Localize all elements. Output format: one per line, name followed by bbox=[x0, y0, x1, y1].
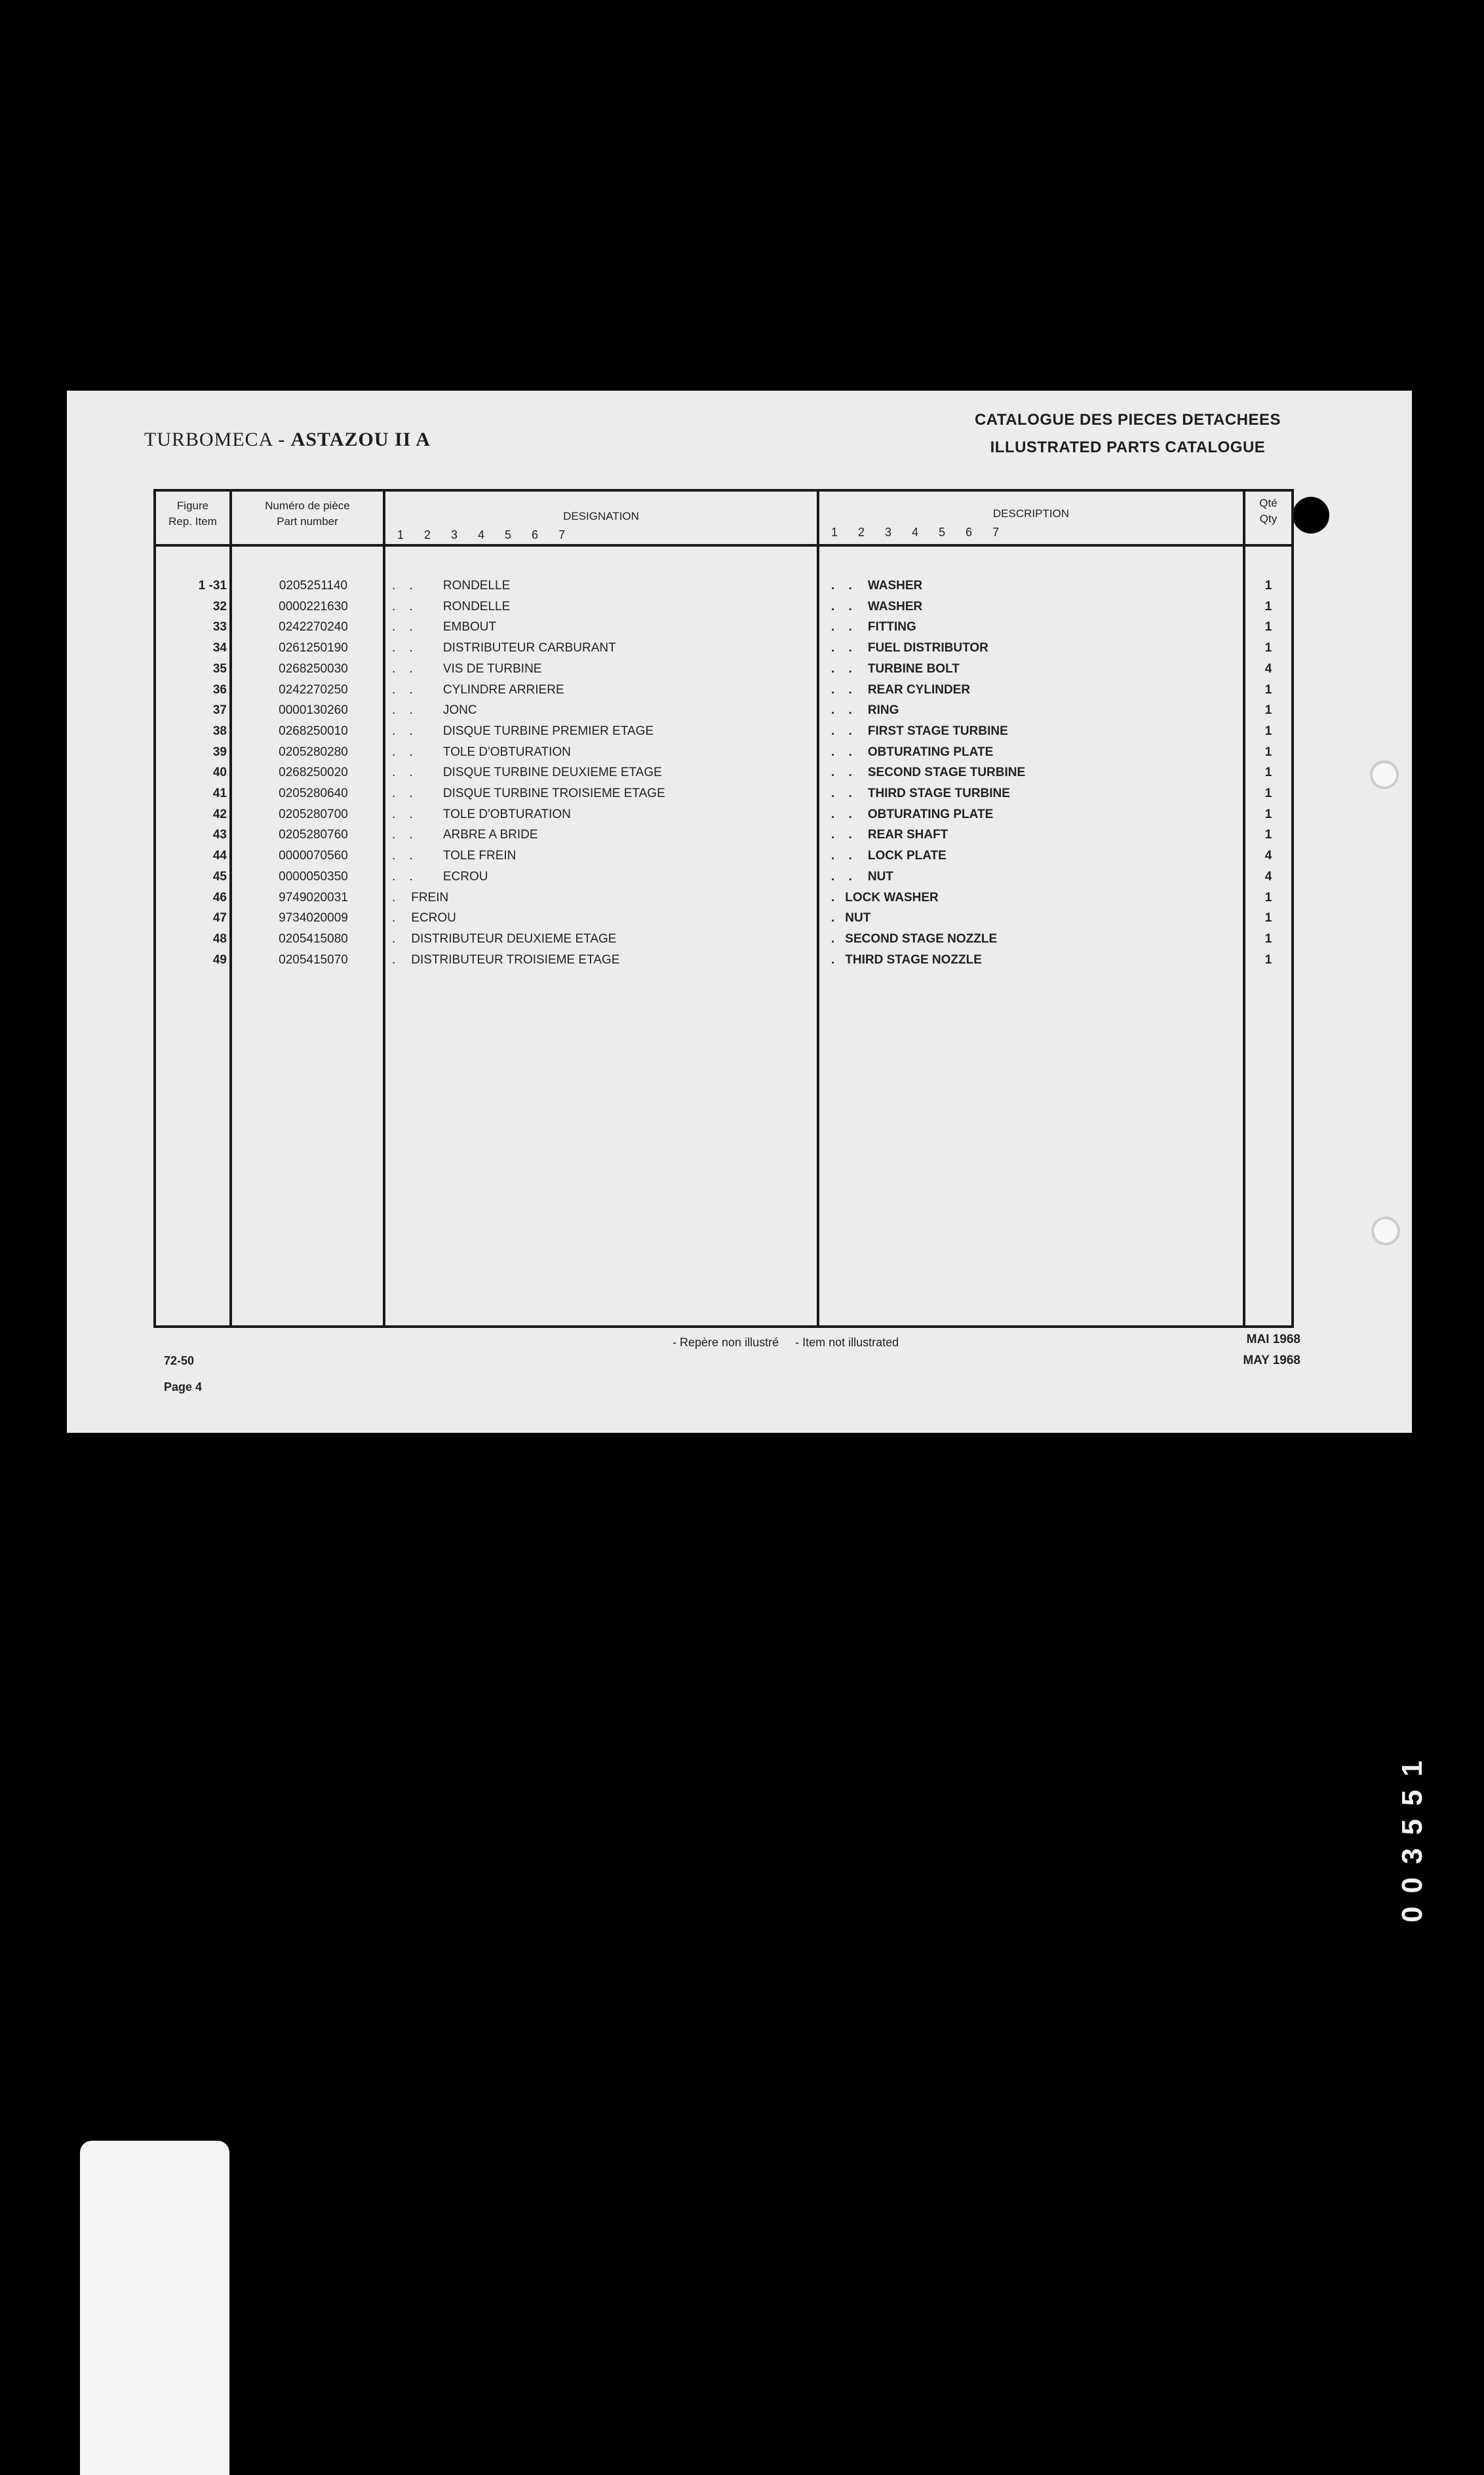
designation-text: DISTRIBUTEUR DEUXIEME ETAGE bbox=[411, 931, 617, 946]
designation-text: FREIN bbox=[411, 890, 449, 905]
figure-item-number: 34 bbox=[212, 641, 227, 655]
designation-cell bbox=[392, 804, 571, 825]
description-indent-dots: . bbox=[831, 911, 840, 926]
designation-text: DISTRIBUTEUR TROISIEME ETAGE bbox=[411, 952, 620, 967]
designation-cell bbox=[392, 825, 538, 846]
designation-indent-levels: 1 2 3 4 5 6 7 bbox=[397, 528, 574, 541]
designation-cell bbox=[392, 638, 616, 659]
designation-cell bbox=[392, 783, 665, 804]
quantity: 1 bbox=[1264, 787, 1272, 800]
figure-item-number: 32 bbox=[212, 599, 227, 614]
description-text: LOCK WASHER bbox=[845, 890, 939, 905]
table-row bbox=[156, 825, 1291, 846]
catalogue-title-fr: CATALOGUE DES PIECES DETACHEES bbox=[974, 411, 1281, 429]
figure-item-number: 35 bbox=[212, 661, 227, 676]
description-cell bbox=[831, 783, 1010, 804]
description-text: RING bbox=[867, 703, 899, 718]
table-row bbox=[156, 929, 1291, 950]
designation-cell bbox=[392, 617, 496, 638]
qty-header-line2: Qty bbox=[1259, 513, 1278, 525]
legend-note bbox=[673, 1336, 899, 1350]
description-cell bbox=[831, 846, 947, 867]
designation-text: TOLE D'OBTURATION bbox=[442, 745, 571, 759]
legend-note-en: - Item not illustrated bbox=[795, 1336, 899, 1349]
description-text: FIRST STAGE TURBINE bbox=[867, 724, 1008, 738]
description-indent-dots: . . bbox=[831, 620, 857, 634]
quantity: 1 bbox=[1264, 931, 1272, 946]
table-row bbox=[156, 575, 1291, 596]
description-cell bbox=[831, 825, 948, 846]
engine-model: ASTAZOU II A bbox=[290, 429, 431, 450]
table-row bbox=[156, 867, 1291, 887]
figure-column-header bbox=[156, 498, 229, 530]
designation-text: DISQUE TURBINE DEUXIEME ETAGE bbox=[442, 766, 662, 780]
figure-header-line2: Rep. Item bbox=[168, 515, 217, 528]
part-number: 0242270240 bbox=[279, 620, 348, 634]
quantity: 1 bbox=[1264, 641, 1272, 655]
table-row bbox=[156, 742, 1291, 763]
figure-item-number: 42 bbox=[212, 807, 227, 821]
quantity: 1 bbox=[1264, 620, 1272, 634]
catalogue-title-en: ILLUSTRATED PARTS CATALOGUE bbox=[990, 438, 1266, 456]
designation-indent-dots: . . bbox=[392, 599, 418, 614]
designation-indent-dots: . . bbox=[392, 703, 418, 718]
part-number: 0242270250 bbox=[279, 682, 348, 697]
designation-column-header: DESIGNATION bbox=[563, 510, 639, 522]
quantity: 1 bbox=[1264, 703, 1272, 718]
table-row bbox=[156, 762, 1291, 783]
designation-cell bbox=[392, 929, 616, 950]
designation-text: DISQUE TURBINE TROISIEME ETAGE bbox=[442, 787, 665, 800]
page-reference bbox=[164, 1348, 202, 1400]
quantity: 1 bbox=[1264, 682, 1272, 697]
part-header-line2: Part number bbox=[277, 515, 338, 528]
description-cell bbox=[831, 867, 893, 887]
binder-hole bbox=[1370, 760, 1399, 789]
designation-text: DISTRIBUTEUR CARBURANT bbox=[442, 641, 616, 655]
table-row bbox=[156, 887, 1291, 908]
table-row bbox=[156, 950, 1291, 971]
part-number: 9734020009 bbox=[279, 911, 348, 926]
parts-table bbox=[153, 489, 1294, 1328]
part-number: 0205280280 bbox=[279, 745, 348, 759]
designation-indent-dots: . . bbox=[392, 724, 418, 738]
designation-text: RONDELLE bbox=[442, 599, 511, 614]
table-row bbox=[156, 846, 1291, 867]
designation-cell bbox=[392, 908, 456, 929]
description-cell bbox=[831, 617, 916, 638]
designation-text: ECROU bbox=[442, 869, 488, 884]
description-indent-levels: 1 2 3 4 5 6 7 bbox=[831, 526, 1008, 539]
designation-indent-dots: . bbox=[392, 931, 401, 946]
description-text: REAR CYLINDER bbox=[867, 682, 971, 697]
description-indent-dots: . . bbox=[831, 661, 857, 676]
quantity: 4 bbox=[1264, 661, 1272, 676]
description-text: WASHER bbox=[867, 599, 923, 614]
designation-text: RONDELLE bbox=[442, 579, 511, 593]
description-indent-dots: . . bbox=[831, 682, 857, 697]
description-cell bbox=[831, 659, 960, 680]
quantity: 1 bbox=[1264, 807, 1272, 821]
designation-cell bbox=[392, 680, 564, 701]
part-number: 0000050350 bbox=[279, 869, 348, 884]
figure-item-number: 33 bbox=[212, 620, 227, 634]
brand-name: TURBOMECA bbox=[144, 429, 273, 450]
figure-item-number: 41 bbox=[212, 787, 227, 800]
description-cell bbox=[831, 638, 988, 659]
description-indent-dots: . . bbox=[831, 641, 857, 655]
quantity: 1 bbox=[1264, 745, 1272, 759]
figure-item-number: 48 bbox=[212, 931, 227, 946]
quantity: 1 bbox=[1264, 766, 1272, 780]
table-row bbox=[156, 783, 1291, 804]
part-number: 0205280700 bbox=[279, 807, 348, 821]
figure-item-number: 44 bbox=[212, 849, 227, 863]
table-row bbox=[156, 804, 1291, 825]
chapter-number: 72-50 bbox=[164, 1354, 195, 1367]
figure-item-number: 45 bbox=[212, 869, 227, 884]
issue-date bbox=[1243, 1329, 1300, 1371]
quantity: 1 bbox=[1264, 890, 1272, 905]
designation-indent-dots: . . bbox=[392, 807, 418, 821]
description-indent-dots: . bbox=[831, 890, 840, 905]
description-cell bbox=[831, 700, 899, 721]
qty-header-line1: Qté bbox=[1259, 497, 1278, 509]
table-row bbox=[156, 721, 1291, 742]
part-number-column-header bbox=[232, 498, 383, 530]
page-number: Page 4 bbox=[164, 1380, 203, 1393]
description-indent-dots: . . bbox=[831, 766, 857, 780]
designation-cell bbox=[392, 700, 477, 721]
part-number: 0261250190 bbox=[279, 641, 348, 655]
designation-indent-dots: . bbox=[392, 952, 401, 967]
description-cell bbox=[831, 929, 997, 950]
description-text: WASHER bbox=[867, 579, 923, 593]
description-indent-dots: . . bbox=[831, 787, 857, 800]
designation-text: VIS DE TURBINE bbox=[442, 661, 542, 676]
description-cell bbox=[831, 804, 993, 825]
designation-text: TOLE FREIN bbox=[442, 849, 517, 863]
designation-indent-dots: . . bbox=[392, 766, 418, 780]
designation-cell bbox=[392, 887, 448, 908]
description-text: FUEL DISTRIBUTOR bbox=[867, 641, 988, 655]
description-cell bbox=[831, 575, 922, 596]
quantity-column-header bbox=[1245, 496, 1291, 527]
part-number: 0000130260 bbox=[279, 703, 348, 718]
designation-indent-dots: . bbox=[392, 911, 401, 926]
catalogue-title bbox=[975, 406, 1281, 461]
description-cell bbox=[831, 742, 993, 763]
designation-text: ARBRE A BRIDE bbox=[442, 828, 538, 842]
description-cell bbox=[831, 887, 939, 908]
description-text: SECOND STAGE NOZZLE bbox=[845, 931, 998, 946]
issue-date-fr: MAI 1968 bbox=[1246, 1333, 1300, 1346]
quantity: 1 bbox=[1264, 952, 1272, 967]
figure-item-number: 49 bbox=[212, 952, 227, 967]
table-row bbox=[156, 659, 1291, 680]
figure-item-number: 43 bbox=[212, 828, 227, 842]
designation-indent-dots: . . bbox=[392, 869, 418, 884]
quantity: 1 bbox=[1264, 599, 1272, 614]
part-number: 0205280640 bbox=[279, 787, 348, 800]
legend-note-fr: - Repère non illustré bbox=[673, 1336, 779, 1349]
description-indent-dots: . bbox=[831, 952, 840, 967]
designation-indent-dots: . . bbox=[392, 682, 418, 697]
part-number: 0000070560 bbox=[279, 849, 348, 863]
figure-item-number: 37 bbox=[212, 703, 227, 718]
quantity: 1 bbox=[1264, 579, 1272, 593]
designation-cell bbox=[392, 721, 654, 742]
description-indent-dots: . . bbox=[831, 703, 857, 718]
designation-indent-dots: . . bbox=[392, 849, 418, 863]
designation-cell bbox=[392, 950, 619, 971]
punch-hole-mark bbox=[1293, 497, 1329, 534]
designation-cell bbox=[392, 867, 488, 887]
figure-item-number: 46 bbox=[212, 890, 227, 905]
figure-item-number: 38 bbox=[212, 724, 227, 738]
designation-cell bbox=[392, 596, 510, 617]
designation-indent-dots: . . bbox=[392, 828, 418, 842]
description-indent-dots: . bbox=[831, 931, 840, 946]
part-number: 0268250020 bbox=[279, 766, 348, 780]
description-text: THIRD STAGE TURBINE bbox=[867, 787, 1010, 800]
description-indent-dots: . . bbox=[831, 828, 857, 842]
description-cell bbox=[831, 762, 1025, 783]
table-row bbox=[156, 680, 1291, 701]
designation-indent-dots: . . bbox=[392, 661, 418, 676]
description-cell bbox=[831, 680, 970, 701]
designation-indent-dots: . . bbox=[392, 620, 418, 634]
quantity: 4 bbox=[1264, 869, 1272, 884]
description-text: REAR SHAFT bbox=[867, 828, 948, 842]
designation-text: TOLE D'OBTURATION bbox=[442, 807, 571, 821]
designation-text: EMBOUT bbox=[442, 620, 497, 634]
designation-indent-dots: . bbox=[392, 890, 401, 905]
part-number: 0268250030 bbox=[279, 661, 348, 676]
microfilm-frame-number: 003551 bbox=[1396, 1747, 1428, 1923]
description-text: NUT bbox=[867, 869, 893, 884]
description-cell bbox=[831, 908, 870, 929]
title-separator: - bbox=[272, 429, 291, 450]
description-text: OBTURATING PLATE bbox=[867, 745, 994, 759]
designation-cell bbox=[392, 659, 541, 680]
quantity: 1 bbox=[1264, 911, 1272, 926]
description-indent-dots: . . bbox=[831, 579, 857, 593]
description-text: THIRD STAGE NOZZLE bbox=[845, 952, 982, 967]
description-cell bbox=[831, 950, 982, 971]
description-indent-dots: . . bbox=[831, 745, 857, 759]
part-number: 0205280760 bbox=[279, 828, 348, 842]
catalogue-page bbox=[67, 391, 1412, 1433]
table-row bbox=[156, 617, 1291, 638]
description-column-header: DESCRIPTION bbox=[992, 507, 1070, 520]
figure-header-line1: Figure bbox=[176, 499, 209, 512]
table-row bbox=[156, 596, 1291, 617]
designation-indent-dots: . . bbox=[392, 579, 418, 593]
designation-indent-dots: . . bbox=[392, 745, 418, 759]
part-header-line1: Numéro de pièce bbox=[265, 499, 350, 512]
table-row bbox=[156, 908, 1291, 929]
figure-item-number: 40 bbox=[212, 766, 227, 780]
designation-text: ECROU bbox=[411, 911, 456, 926]
description-text: SECOND STAGE TURBINE bbox=[867, 766, 1026, 780]
description-cell bbox=[831, 596, 922, 617]
quantity: 1 bbox=[1264, 828, 1272, 842]
description-indent-dots: . . bbox=[831, 724, 857, 738]
figure-item-number: 39 bbox=[212, 745, 227, 759]
quantity: 4 bbox=[1264, 849, 1272, 863]
description-indent-dots: . . bbox=[831, 849, 857, 863]
header-divider bbox=[156, 544, 1291, 547]
designation-cell bbox=[392, 742, 571, 763]
part-number: 0205415080 bbox=[279, 931, 348, 946]
manufacturer-title bbox=[144, 429, 431, 451]
designation-cell bbox=[392, 762, 662, 783]
microfilm-light-leak bbox=[80, 2141, 229, 2475]
issue-date-en: MAY 1968 bbox=[1243, 1354, 1300, 1367]
table-row bbox=[156, 638, 1291, 659]
designation-text: JONC bbox=[442, 703, 477, 718]
part-number: 0268250010 bbox=[279, 724, 348, 738]
part-number: 0205251140 bbox=[279, 579, 348, 593]
description-indent-dots: . . bbox=[831, 599, 857, 614]
description-text: OBTURATING PLATE bbox=[867, 807, 994, 821]
description-text: FITTING bbox=[867, 620, 916, 634]
binder-hole bbox=[1371, 1217, 1400, 1245]
quantity: 1 bbox=[1264, 724, 1272, 738]
description-text: TURBINE BOLT bbox=[867, 661, 960, 676]
part-number: 0205415070 bbox=[279, 952, 348, 967]
designation-text: DISQUE TURBINE PREMIER ETAGE bbox=[442, 724, 654, 738]
description-indent-dots: . . bbox=[831, 869, 857, 884]
description-cell bbox=[831, 721, 1008, 742]
designation-cell bbox=[392, 575, 510, 596]
description-text: NUT bbox=[845, 911, 871, 926]
designation-text: CYLINDRE ARRIERE bbox=[442, 682, 564, 697]
designation-cell bbox=[392, 846, 516, 867]
part-number: 0000221630 bbox=[279, 599, 348, 614]
table-row bbox=[156, 700, 1291, 721]
figure-item-number: 36 bbox=[212, 682, 227, 697]
description-text: LOCK PLATE bbox=[867, 849, 947, 863]
figure-item-number: 47 bbox=[212, 911, 227, 926]
figure-item-number: 1 -31 bbox=[198, 579, 227, 593]
part-number: 9749020031 bbox=[279, 890, 348, 905]
description-indent-dots: . . bbox=[831, 807, 857, 821]
designation-indent-dots: . . bbox=[392, 641, 418, 655]
designation-indent-dots: . . bbox=[392, 787, 418, 800]
